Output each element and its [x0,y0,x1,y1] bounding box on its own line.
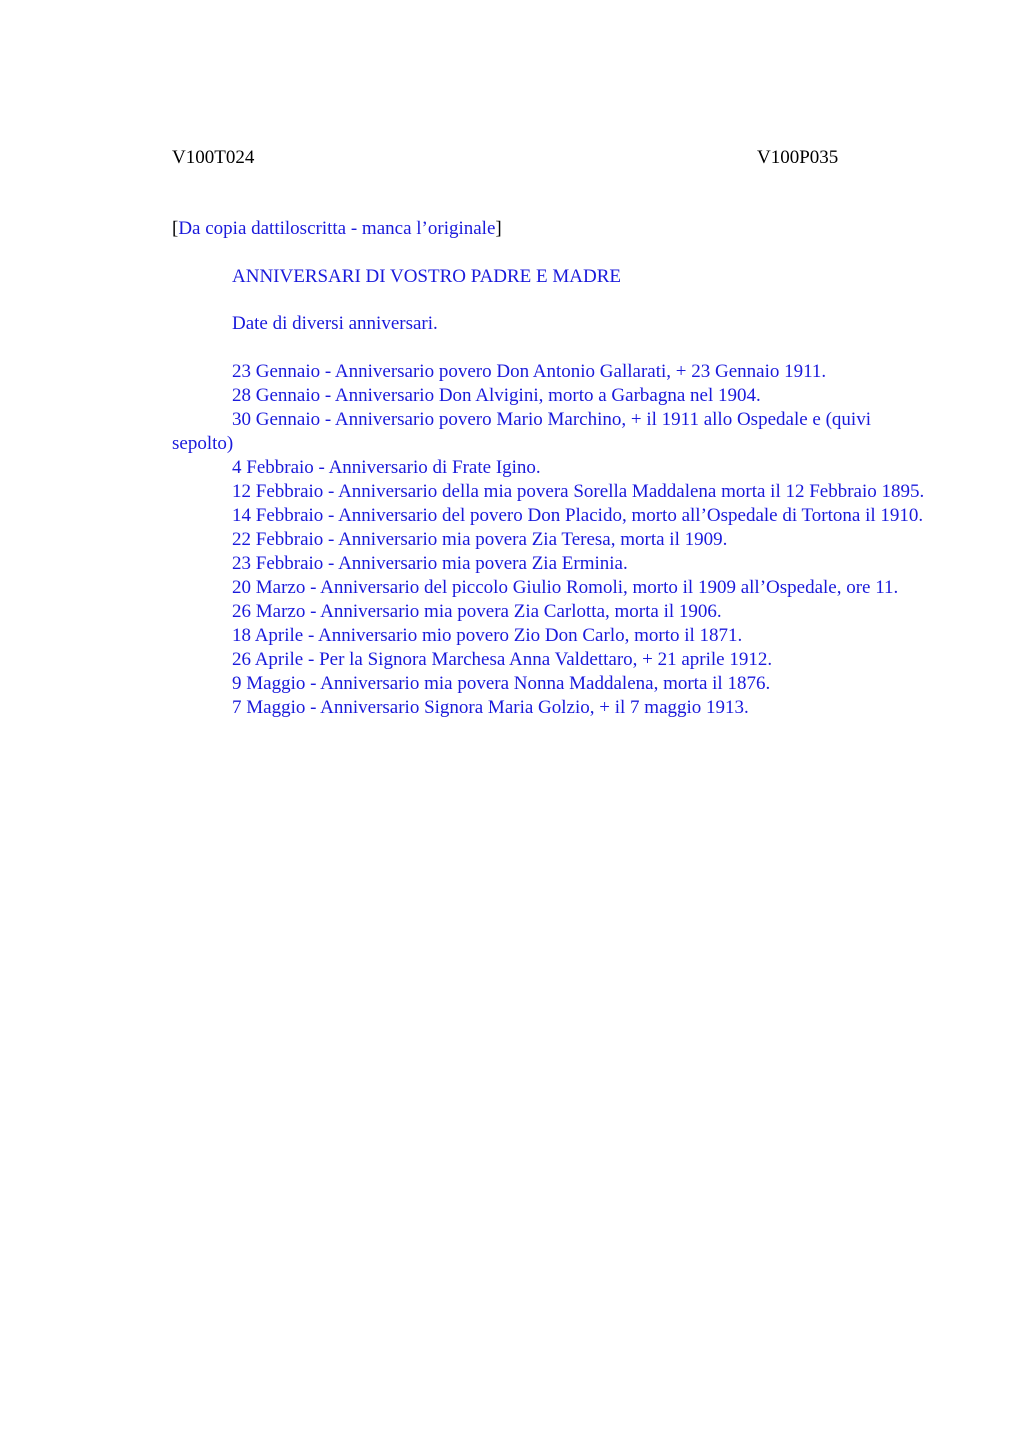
source-note [172,217,502,241]
anniversary-entry: 9 Maggio - Anniversario mia povera Nonna Maddalena, morta il 1876. [232,673,771,694]
anniversary-entry: 18 Aprile - Anniversario mio povero Zio Don Carlo, morto il 1871. [232,625,743,646]
anniversary-entry: 30 Gennaio - Anniversario povero Mario Marchino, + il 1911 allo Ospedale e (quivi sepolto) [172,409,871,454]
document-subtitle: Date di diversi anniversari. [232,313,438,334]
source-note-close-bracket: ] [495,218,502,239]
document-title: ANNIVERSARI DI VOSTRO PADRE E MADRE [232,266,622,287]
anniversary-entry: 23 Febbraio - Anniversario mia povera Zia Erminia. [232,553,628,574]
anniversary-entry: 26 Marzo - Anniversario mia povera Zia Carlotta, morta il 1906. [232,601,722,622]
anniversary-list [172,360,932,720]
anniversary-entry: 26 Aprile - Per la Signora Marchesa Anna Valdettaro, + 21 aprile 1912. [232,649,773,670]
anniversary-entry: 28 Gennaio - Anniversario Don Alvigini, morto a Garbagna nel 1904. [232,385,761,406]
anniversary-entry: 7 Maggio - Anniversario Signora Maria Golzio, + il 7 maggio 1913. [232,697,749,718]
anniversary-entry: 20 Marzo - Anniversario del piccolo Giulio Romoli, morto il 1909 all’Ospedale, ore 11. [232,577,899,598]
anniversary-entry: 4 Febbraio - Anniversario di Frate Igino. [232,457,541,478]
source-note-open-bracket: [ [172,218,179,239]
anniversary-entry: 14 Febbraio - Anniversario del povero Don Placido, morto all’Ospedale di Tortona il 1910. [232,505,924,526]
anniversary-entry: 23 Gennaio - Anniversario povero Don Antonio Gallarati, + 23 Gennaio 1911. [232,361,827,382]
document-code-right: V100P035 [757,147,839,168]
source-note-text: Da copia dattiloscritta - manca l’originale [178,218,496,239]
anniversary-entry: 22 Febbraio - Anniversario mia povera Zia Teresa, morta il 1909. [232,529,728,550]
anniversary-entry: 12 Febbraio - Anniversario della mia povera Sorella Maddalena morta il 12 Febbraio 1895. [232,481,925,502]
document-code-left: V100T024 [172,147,255,168]
